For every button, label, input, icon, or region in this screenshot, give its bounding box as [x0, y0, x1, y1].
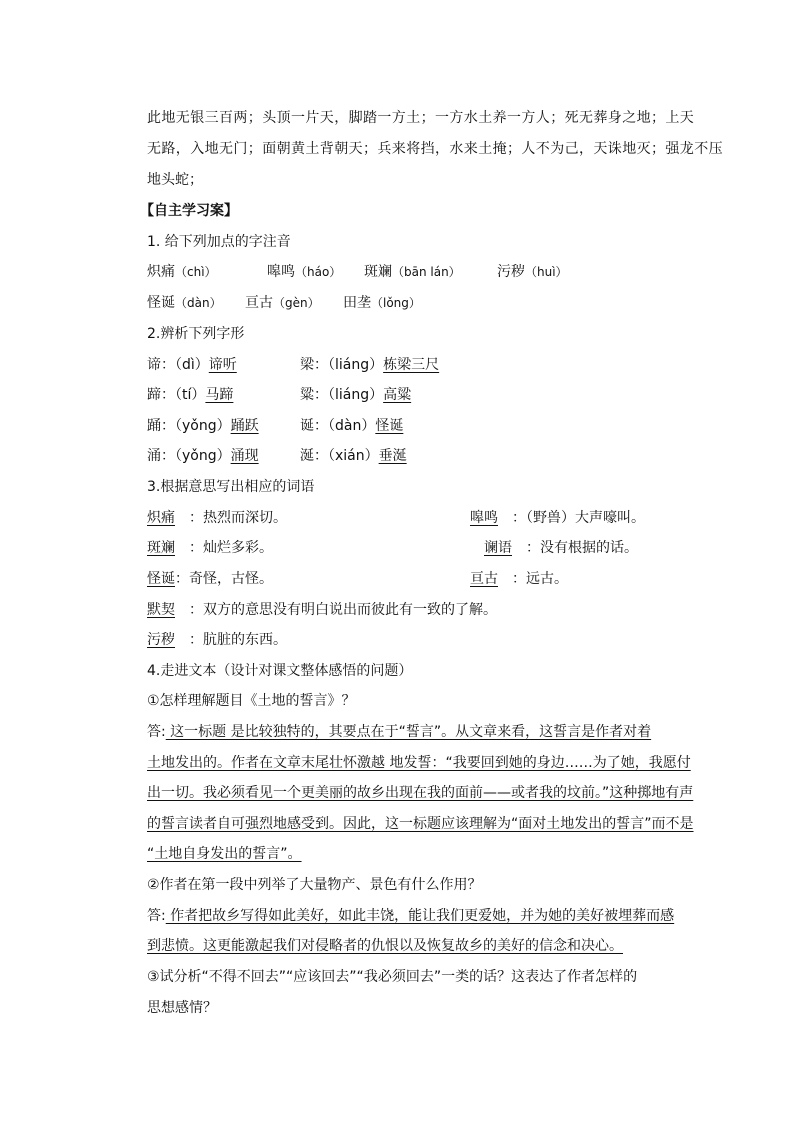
- q3-word: 斑斓: [147, 540, 175, 556]
- q3-def: ：远古。: [512, 571, 568, 587]
- q3-item: [484, 538, 638, 558]
- q4-sub1-answer-line: 出一切。我必须看见一个更美丽的故乡出现在我的面前——或者我的坟前。”这种掷地有声: [147, 785, 694, 801]
- q1-pinyin: （chì）: [175, 265, 217, 279]
- q2-cell: [300, 385, 411, 405]
- q1-pinyin: （huì）: [525, 265, 568, 279]
- q3-item: [470, 508, 645, 528]
- q1-item: [245, 293, 320, 313]
- q2-char: 踊：（yǒng）: [147, 418, 231, 434]
- q3-def: ：双方的意思没有明白说出而彼此有一致的了解。: [189, 602, 497, 618]
- q3-item: [147, 630, 287, 650]
- q4-sub3-question-line-2: 思想感情？: [147, 1000, 217, 1016]
- q1-pinyin: （gèn）: [273, 296, 320, 310]
- q2-char: 诞：（dàn）: [300, 418, 376, 434]
- q1-pinyin: （dàn）: [175, 296, 222, 310]
- q3-item: [147, 508, 287, 528]
- intro-line-2: 无路，入地无门；面朝黄土背朝天；兵来将挡，水来土掩；人不为己，天诛地灭；强龙不压: [147, 141, 723, 157]
- q2-word: 栋梁三尺: [383, 357, 440, 373]
- answer-label: 答:: [147, 908, 166, 924]
- q3-def: ：奇怪，古怪。: [175, 571, 273, 587]
- q1-word: 斑斓: [364, 264, 392, 280]
- q4-sub1-answer-line: [147, 722, 651, 742]
- q1-item: [147, 293, 222, 313]
- q4-sub2-question: ②作者在第一段中列举了大量物产、景色有什么作用？: [147, 877, 482, 893]
- q3-def: ：肮脏的东西。: [189, 632, 287, 648]
- q2-char: 粱：（liáng）: [300, 387, 384, 403]
- q1-pinyin: （háo）: [295, 265, 342, 279]
- q3-def: ：热烈而深切。: [189, 510, 287, 526]
- q1-word: 污秽: [497, 264, 525, 280]
- q1-title: 1. 给下列加点的字注音: [147, 234, 291, 250]
- q2-cell: [147, 446, 259, 466]
- q3-item: [470, 569, 568, 589]
- q4-title: 4.走进文本（设计对课文整体感悟的问题）: [147, 663, 413, 679]
- q1-pinyin: （lǒng）: [371, 296, 421, 310]
- q3-def: ：没有根据的话。: [526, 540, 638, 556]
- q3-word: 污秽: [147, 632, 175, 648]
- q2-word: 谛听: [208, 357, 237, 373]
- q4-sub1-answer-line: 土地发出的。作者在文章末尾壮怀激越 地发誓：“我要回到她的身边……为了她，我愿付: [147, 755, 691, 771]
- q1-item: [497, 262, 568, 282]
- q1-word: 田垄: [343, 295, 371, 311]
- q2-cell: [300, 416, 403, 436]
- q2-char: 涌：（yǒng）: [147, 448, 231, 464]
- q2-word: 怪诞: [375, 418, 404, 434]
- q3-item: [147, 538, 273, 558]
- q4-sub2-answer-line: [147, 906, 674, 926]
- q2-cell: [147, 355, 237, 375]
- q4-sub1-answer-line: 的誓言读者自可强烈地感受到。因此，这一标题应该理解为“面对土地发出的誓言”而不是: [147, 816, 694, 832]
- q2-cell: [300, 446, 407, 466]
- q3-item: [147, 600, 497, 620]
- q1-word: 炽痛: [147, 264, 175, 280]
- q3-word: 嗥鸣: [470, 510, 498, 526]
- q1-word: 嗥鸣: [267, 264, 295, 280]
- q3-def: ：（野兽）大声嚎叫。: [512, 510, 645, 526]
- q3-title: 3.根据意思写出相应的词语: [147, 479, 315, 495]
- q3-word: 默契: [147, 602, 175, 618]
- q4-sub3-question-line-1: ③试分析“不得不回去”“应该回去”“我必须回去”一类的话？这表达了作者怎样的: [147, 969, 638, 985]
- answer-label: 答:: [147, 724, 166, 740]
- q3-def: ：灿烂多彩。: [189, 540, 273, 556]
- q1-pinyin: （bān lán）: [392, 265, 461, 279]
- q2-word: 马蹄: [205, 387, 234, 403]
- q2-char: 谛：（dì）: [147, 357, 209, 373]
- q3-word: 亘古: [470, 571, 498, 587]
- q2-char: 蹄：（tí）: [147, 387, 206, 403]
- q2-word: 踊跃: [230, 418, 259, 434]
- q2-char: 涎：（xián）: [300, 448, 379, 464]
- q1-item: [147, 262, 217, 282]
- q2-title: 2.辨析下列字形: [147, 326, 245, 342]
- answer-text: 这一标题 是比较独特的，其要点在于“誓言”。从文章来看，这誓言是作者对着: [165, 724, 652, 740]
- section-title: 【自主学习案】: [140, 203, 238, 219]
- q1-word: 亘古: [245, 295, 273, 311]
- q1-word: 怪诞: [147, 295, 175, 311]
- q3-word: 谰语: [484, 540, 512, 556]
- q1-item: [343, 293, 421, 313]
- q3-word: 炽痛: [147, 510, 175, 526]
- q4-sub1-question: ①怎样理解题目《土地的誓言》？: [147, 693, 356, 709]
- q2-char: 梁：（liáng）: [300, 357, 384, 373]
- q3-word: 怪诞: [147, 571, 175, 587]
- q3-item: [147, 569, 273, 589]
- intro-line-3: 地头蛇；: [147, 172, 203, 188]
- q2-word: 垂涎: [378, 448, 407, 464]
- q2-cell: [147, 385, 233, 405]
- intro-line-1: 此地无银三百两；头顶一片天，脚踏一方土；一方水土养一方人；死无葬身之地；上天: [147, 110, 695, 126]
- q2-cell: [147, 416, 259, 436]
- q2-cell: [300, 355, 439, 375]
- q2-word: 涌现: [230, 448, 259, 464]
- q1-item: [267, 262, 341, 282]
- q2-word: 高粱: [383, 387, 412, 403]
- q1-item: [364, 262, 461, 282]
- q4-sub2-answer-line: 到悲愤。这更能激起我们对侵略者的仇恨以及恢复故乡的美好的信念和决心。: [147, 938, 623, 954]
- answer-text: 作者把故乡写得如此美好，如此丰饶，能让我们更爱她，并为她的美好被埋葬而感: [165, 908, 675, 924]
- q4-sub1-answer-line: “土地自身发出的誓言”。: [147, 846, 302, 862]
